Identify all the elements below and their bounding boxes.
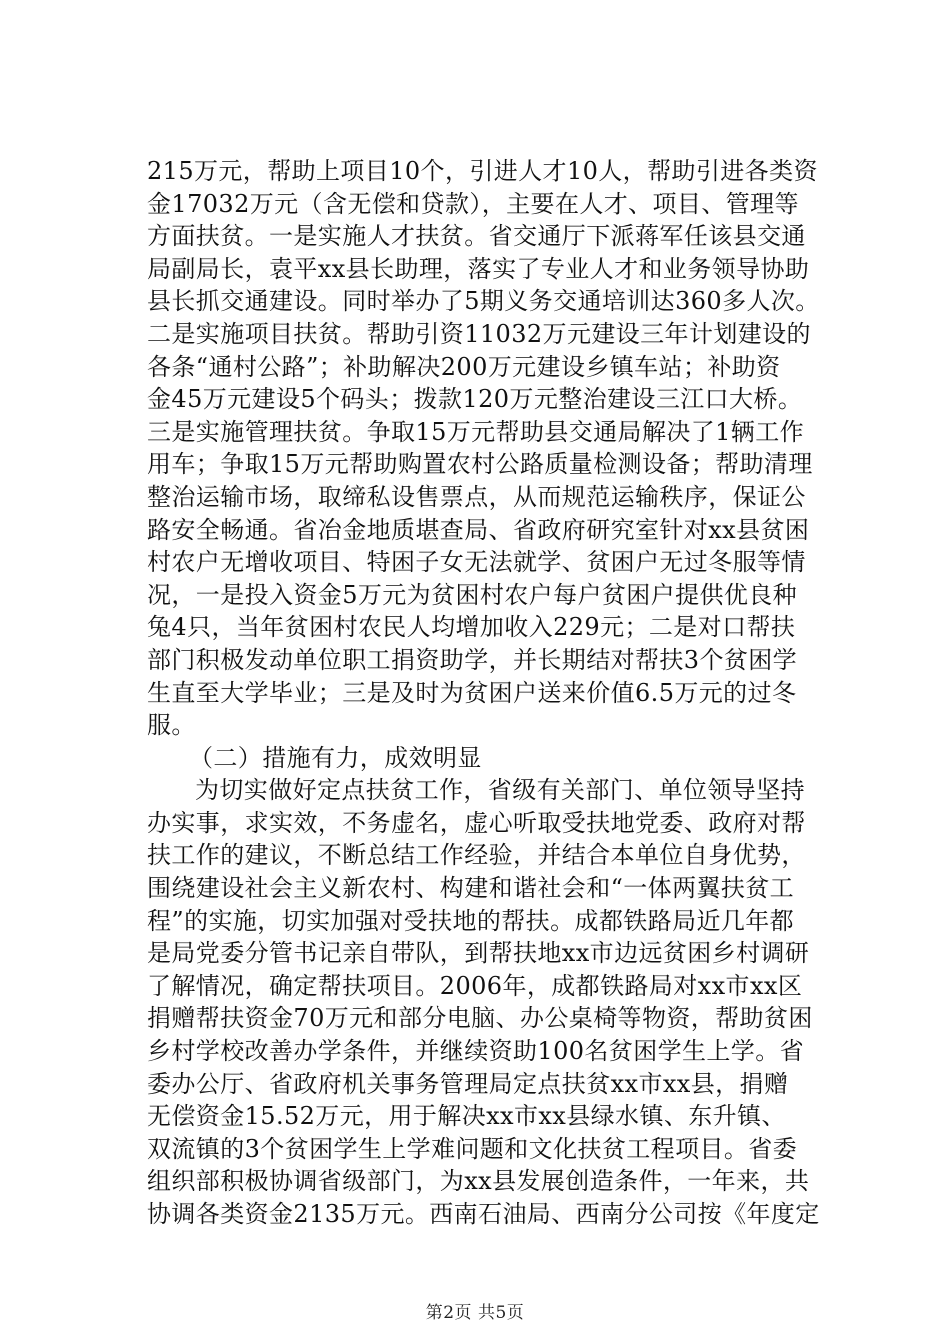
text-line: 捐赠帮扶资金70万元和部分电脑、办公桌椅等物资，帮助贫困 (147, 1004, 813, 1033)
text-line: 县长抓交通建设。同时举办了5期义务交通培训达360多人次。 (147, 287, 820, 316)
page-number-label: 第2页 共5页 (425, 1303, 525, 1323)
text-line: 协调各类资金2135万元。西南石油局、西南分公司按《年度定 (147, 1200, 820, 1228)
text-line: 各条“通村公路”；补助解决200万元建设乡镇车站；补助资 (147, 352, 781, 381)
text-line: 215万元，帮助上项目10个，引进人才10人，帮助引进各类资 (147, 157, 818, 185)
text-line: 况，一是投入资金5万元为贫困村农户每户贫困户提供优良种 (147, 580, 798, 609)
text-line: 是局党委分管书记亲自带队，到帮扶地xx市边远贫困乡村调研 (147, 939, 810, 968)
text-line: 乡村学校改善办学条件，并继续资助100名贫困学生上学。省 (147, 1037, 805, 1066)
text-line: 生直至大学毕业；三是及时为贫困户送来价值6.5万元的过冬 (147, 678, 797, 707)
body-text (147, 155, 837, 1231)
text-line: 金17032万元（含无偿和贷款），主要在人才、项目、管理等 (147, 189, 799, 218)
text-line: 部门积极发动单位职工捐资助学，并长期结对帮扶3个贫困学 (147, 645, 798, 674)
text-line: 无偿资金15.52万元，用于解决xx市xx县绿水镇、东升镇、 (147, 1102, 786, 1131)
text-line: 服。 (147, 711, 196, 740)
text-line: 组织部积极协调省级部门，为xx县发展创造条件，一年来，共 (147, 1167, 810, 1196)
text-line: 了解情况，确定帮扶项目。2006年，成都铁路局对xx市xx区 (147, 971, 803, 1000)
text-line: 整治运输市场，取缔私设售票点，从而规范运输秩序，保证公 (147, 482, 806, 511)
text-line: 村农户无增收项目、特困子女无法就学、贫困户无过冬服等情 (147, 548, 806, 577)
text-line: 委办公厅、省政府机关事务管理局定点扶贫xx市xx县，捐赠 (147, 1069, 789, 1098)
paragraph-first-line: 为切实做好定点扶贫工作，省级有关部门、单位领导坚持 (195, 776, 805, 805)
text-line: 方面扶贫。一是实施人才扶贫。省交通厅下派蒋军任该县交通 (147, 222, 806, 251)
text-line: 兔4只，当年贫困村农民人均增加收入229元；二是对口帮扶 (147, 613, 796, 642)
text-line: 局副局长，袁平xx县长助理，落实了专业人才和业务领导协助 (147, 254, 810, 283)
text-line: 用车；争取15万元帮助购置农村公路质量检测设备；帮助清理 (147, 450, 813, 479)
section-heading: （二）措施有力，成效明显 (189, 743, 482, 772)
text-line: 双流镇的3个贫困学生上学难问题和文化扶贫工程项目。省委 (147, 1134, 798, 1163)
text-line: 围绕建设社会主义新农村、构建和谐社会和“一体两翼扶贫工 (147, 874, 795, 903)
text-line: 程”的实施，切实加强对受扶地的帮扶。成都铁路局近几年都 (147, 906, 795, 935)
text-line: 办实事，求实效，不务虚名，虚心听取受扶地党委、政府对帮 (147, 808, 806, 837)
text-line: 金45万元建设5个码头；拨款120万元整治建设三江口大桥。 (147, 385, 803, 414)
text-line: 扶工作的建议，不断总结工作经验，并结合本单位自身优势， (147, 841, 806, 870)
page-footer (0, 1298, 950, 1323)
text-line: 三是实施管理扶贫。争取15万元帮助县交通局解决了1辆工作 (147, 417, 805, 446)
text-line: 二是实施项目扶贫。帮助引资11032万元建设三年计划建设的 (147, 319, 811, 348)
text-line: 路安全畅通。省冶金地质堪查局、省政府研究室针对xx县贫困 (147, 515, 810, 544)
